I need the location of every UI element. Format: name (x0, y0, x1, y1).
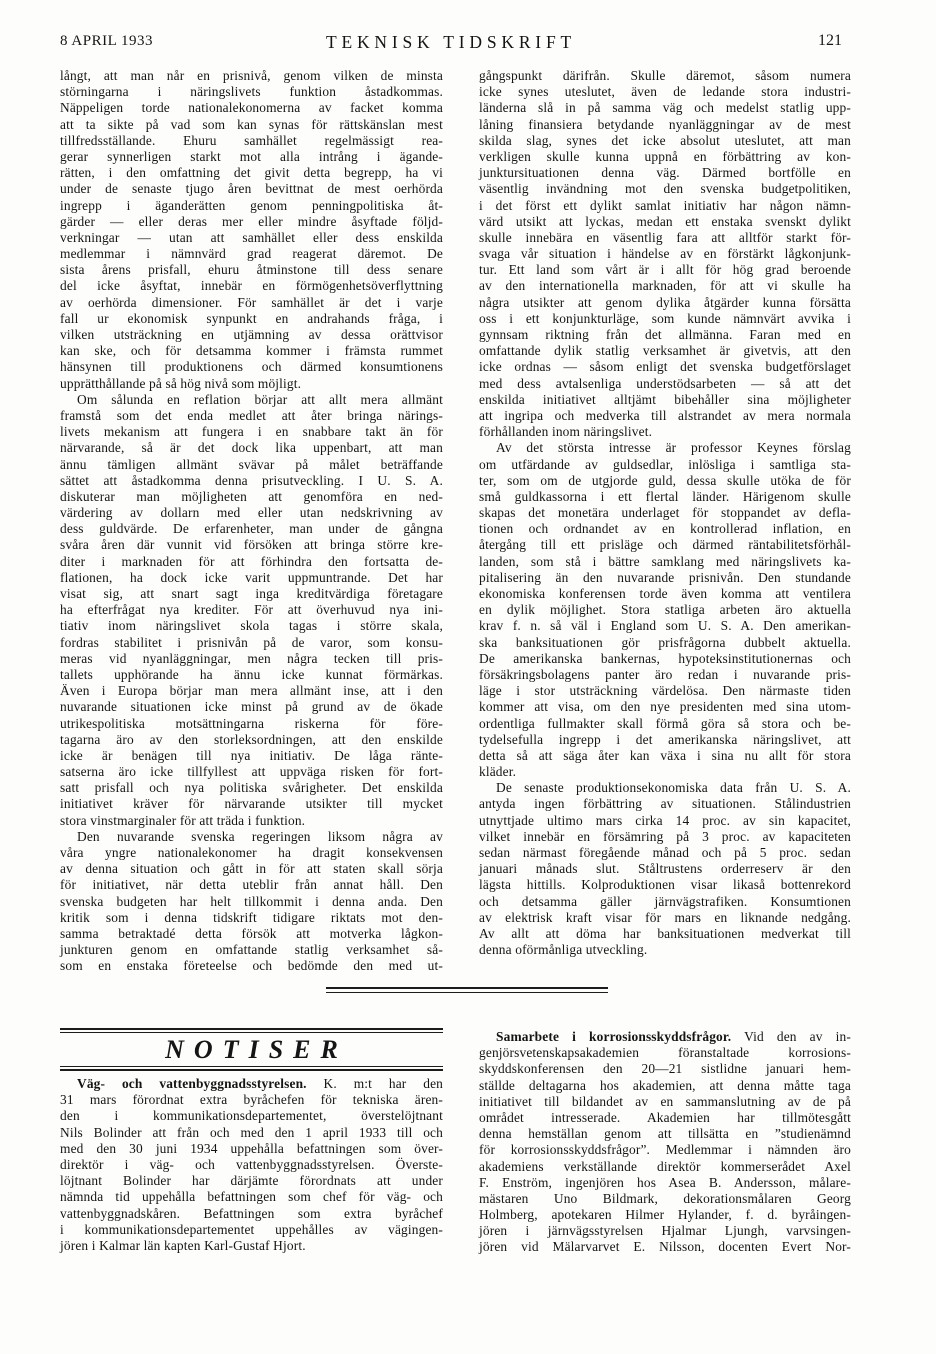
text-line: visat sig, att snart sagt inga kreditvärdiga företagare (60, 586, 443, 601)
paragraph (60, 392, 443, 829)
text-line: pitalisering än den nuvarande prisnivån. Den stundande (479, 569, 851, 585)
text-line: De amerikanska bankernas, hypoteksinstitutionernas och (479, 650, 851, 666)
text-line: upprätthållande på så hög nivå som möjligt. (60, 375, 302, 391)
text-line (60, 1076, 443, 1092)
text-line: icke synes uteslutet, även de ledande stora industri- (479, 84, 851, 100)
notiser-title: NOTISER (165, 1035, 348, 1064)
text-line: svaga vår situation i händelse av en förstärkt lågkonjunk- (479, 246, 851, 262)
text-line: verkningar — utan att samhället eller dess enskilda (60, 229, 443, 245)
text-line: verkligen skulle kunna uppnå en förbättring av kon- (479, 148, 851, 164)
text-line: skulle innebära en väsentlig fara att alltför starkt för- (479, 229, 851, 245)
notice-text: K. m:t har den (323, 1076, 444, 1091)
text-line: att ta sikte på vad som kan synas för rättskänslan mest (60, 116, 443, 132)
text-line: sättet att åstadkomma denna prisutveckling. I U. S. A. (60, 472, 443, 488)
text-line: ännu tämligen allmänt svävar på målet beträffande (60, 456, 443, 472)
text-line: om utfärdande av guldsedlar, inlösliga i samtliga sta- (479, 456, 851, 472)
text-line: De senaste produktionsekonomiska data från U. S. A. (496, 780, 851, 796)
notice-text: Vid den av in- (744, 1029, 851, 1044)
text-line: F. Enström, ingenjören hos Asea B. Andersson, målare- (479, 1174, 851, 1190)
text-line: kan ske, och för detsamma kommer i främsta rummet (60, 343, 443, 359)
text-line: utnyttjade ultimo mars cirka 14 proc. av sin kapacitet, (479, 812, 851, 828)
text-line: ordentliga fullmakter skall förmå göra så stora och be- (479, 715, 851, 731)
text-line: stora vinstmarginaler för att träda i funktion. (60, 812, 306, 828)
text-line: meras vid nyanläggningar, men några tecken till pris- (60, 650, 443, 666)
text-line: enskilda initiativet alltjämt bibehåller sina möjligheter (479, 391, 851, 407)
text-line: satserna äro icke tillfyllest att uppväga risken för fort- (60, 764, 443, 780)
text-line: försäkringsbolagens panter äro redan i nuvarande pris- (479, 666, 851, 682)
text-line: länderna slå in på samma väg och medelst statlig upp- (479, 100, 851, 116)
text-line: ska banksituationen gör prisfrågorna dubbelt aktuella. (479, 634, 851, 650)
text-line: skilda slag, synes det icke absolut uteslutet, att man (479, 132, 851, 148)
text-line: dess guldvärde. De erfarenheter, man under de gångna (60, 521, 443, 537)
text-line: ingrepp i äganderätten genom penningpolitiska åt- (60, 197, 443, 213)
notice-item (479, 1029, 851, 1256)
text-line: av denna situation och gått in för att staten skall sörja (60, 861, 443, 877)
text-line: ekonomiska konferensen torde även komma att ventilera (479, 586, 851, 601)
text-line: framstå som det enda medlet att åter bringa närings- (60, 407, 443, 423)
double-rule-bottom (60, 1066, 443, 1067)
text-line: kritik som i denna tidskrift tidigare riktats mot den- (60, 909, 443, 925)
text-line: omfattande dylik statlig verksamhet är givetvis, att den (479, 343, 851, 359)
text-line: nuvarande situationen icke minst på grund av de ökade (60, 699, 443, 715)
text-line: våra yngre nationalekonomer ha dragit konsekvensen (60, 845, 443, 860)
text-line: hänsynen till produktionens och därmed konsumtionens (60, 359, 443, 375)
text-line: närvarande, så är det dock lika uppenbart, att man (60, 440, 443, 456)
text-line: rätten, i den omfattning det givit detta begrepp, ha vi (60, 165, 443, 181)
text-line: samma betraktadé detta försök att motverka lågkon- (60, 925, 443, 941)
text-line: nämnda tid uppehålla befattningen som chef för väg- och (60, 1189, 443, 1205)
text-line: del icke åsyftat, innebär en förmögenhetsöverflyttning (60, 278, 443, 294)
text-line: under de senaste tjugo åren bevittnat de mest oerhörda (60, 181, 443, 197)
article-left-column (60, 68, 443, 975)
text-line: den i kommunikationsdepartementet, överstelöjtnant (60, 1108, 443, 1124)
article-right-column (479, 68, 851, 958)
text-line: Av allt att döma har banksituationen medverkat till (479, 925, 851, 941)
notice-heading: Väg- och vattenbyggnadsstyrelsen. (77, 1076, 307, 1091)
text-line: i kommunikationsdepartementet uppehålles av vägingen- (60, 1221, 443, 1237)
text-line: diskuterar man möjligheten att genomföra en ned- (60, 488, 443, 504)
text-line: kläder. (479, 764, 517, 780)
text-line: av den internationella marknaden, för att vi skulle ha (479, 278, 851, 294)
text-line: av elektrisk kraft visar för mars en liknande nedgång. (479, 909, 851, 925)
text-line: vilken utsträckning en utjämning av dessa orättvisor (60, 327, 443, 342)
text-line: denna hemställan genom att tillsätta en ”studienämnd (479, 1126, 851, 1142)
journal-title: TEKNISK TIDSKRIFT (326, 32, 576, 52)
text-line: mästaren Uno Bildmark, dekorationsmålaren Georg (479, 1190, 851, 1206)
text-line: satt prisfall och nya politiska svårigheter. Det enskilda (60, 780, 443, 796)
text-line: junkturen genom en omfattande statlig verksamhet så- (60, 942, 443, 958)
text-line: direktör i väg- och vattenbyggnadsstyrelsen. Överste- (60, 1156, 443, 1172)
text-line: detta så att säga åter kan växa i sina nu allt för stora (479, 747, 851, 763)
text-line: icke är benägen till nya initiativ. De låga ränte- (60, 747, 443, 763)
text-line: svåra åren där vunnit vid försöken att bringa större kre- (60, 537, 443, 553)
text-line: diter i marknaden för att förhindra den fortsatta de- (60, 553, 443, 569)
text-line: skapas det monetära underlaget för stoppandet av defla- (479, 505, 851, 521)
text-line: Även i Europa börjar man mera allmänt inse, att i den (60, 683, 443, 699)
text-line (479, 1029, 851, 1045)
text-line: som en enstaka företeelse och bedömde den med ut- (60, 958, 443, 974)
text-line: Holmberg, apotekaren Hilmer Hylander, f. d. byråingen- (479, 1207, 851, 1223)
text-line: för initiativet, när detta uteblir från annat håll. Den (60, 877, 443, 893)
text-line: sista årens prisfall, ehuru åtminstone till dess senare (60, 262, 443, 278)
text-line: väsentlig invändning mot den svenska budgetpolitiken, (479, 181, 851, 197)
text-line: medlemmar i nämnvärd grad reagerat däremot. De (60, 246, 443, 262)
double-rule-top (60, 1028, 443, 1030)
notice-heading: Samarbete i korrosionsskyddsfrågor. (496, 1029, 732, 1044)
header-date: 8 APRIL 1933 (60, 33, 153, 49)
text-line: lägsta hittills. Kolproduktionen visar likaså bottenrekord (479, 877, 851, 893)
text-line: initiativet kräver för närvarande utsikter till mycket (60, 796, 443, 812)
paragraph (60, 68, 443, 392)
text-line: Om sålunda en reflation börjar att allt mera allmänt (77, 391, 443, 407)
text-line: januari månads slut. Ståltrustens orderreserv är den (479, 861, 851, 877)
text-line: läge i stor utsträckning värdelösa. Den närmaste tiden (479, 683, 851, 699)
text-line: Den nuvarande svenska regeringen liksom några av (77, 828, 443, 844)
section-divider (326, 987, 608, 989)
text-line: kommer att visa, om den nye presidenten med sina utom- (479, 699, 851, 715)
text-line: skyddskonferensen den 20—21 sistlidne januari hem- (479, 1061, 851, 1077)
text-line: svenska budgeten har helt tillkommit i denna anda. Den (60, 893, 443, 909)
text-line: jören i Kalmar län kapten Karl-Gustaf Hjort. (60, 1237, 306, 1253)
paragraph (479, 780, 851, 958)
text-line: jören vid Mälarvarvet E. Nilsson, docenten Evert Nor- (479, 1239, 851, 1255)
text-line: återgång till ett prisläge och därmed räntabilitetsförhål- (479, 537, 851, 553)
section-divider (326, 992, 608, 993)
text-line: tydelsefulla ingrepp i det amerikanska näringslivet, att (479, 731, 851, 747)
text-line: störningarna i näringslivets funktion åstadkommas. (60, 84, 443, 100)
text-line: och detsamma gäller järnvägstrafiken. Konsumtionen (479, 893, 851, 909)
text-line: ter, som om de utgjorde guld, dessa skulle utöka de för (479, 472, 851, 488)
paragraph (60, 829, 443, 975)
page-number: 121 (818, 32, 842, 49)
text-line: med den 30 juni 1934 uppehålla befattningen som över- (60, 1140, 443, 1156)
text-line: tallets upphörande ha ännu icke kunnat förmärkas. (60, 666, 443, 682)
text-line: denna oförmånliga utveckling. (479, 942, 648, 958)
text-line: sedan närmast föregående månad och på 5 proc. sedan (479, 845, 851, 860)
text-line: livets mekanism att fungera i en snabbare takt än för (60, 424, 443, 440)
text-line: ställde deltagarna hos akademien, att denna måtte taga (479, 1077, 851, 1093)
text-line: löjtnant Bolinder har därjämte förordnats att under (60, 1173, 443, 1189)
text-line: förhållanden inom näringslivet. (479, 424, 653, 440)
text-line: Nils Bolinder att från och med den 1 april 1933 till och (60, 1124, 443, 1140)
text-line: några utsikter att genom dylika åtgärder kunna försätta (479, 294, 851, 310)
text-line: med dess avtalsenliga understödsarbeten — så att det (479, 375, 851, 391)
paragraph (479, 440, 851, 780)
text-line: flationen, ha dock icke varit uppmuntrande. Det har (60, 569, 443, 585)
text-line: gångspunkt därifrån. Skulle däremot, såsom numera (479, 68, 851, 83)
text-line: fall ur ekonomisk synpunkt en andrahands fråga, i (60, 310, 443, 326)
text-line: för korrosionsskyddsfrågor”. Medlemmar i nämnden äro (479, 1142, 851, 1158)
text-line: antyda ingen förbättring av situationen. Stålindustrien (479, 796, 851, 812)
text-line: 31 mars förordnat extra byråchefen för tekniska ären- (60, 1092, 443, 1108)
text-line: vilket innebär en försämring på 3 proc. av kapaciteten (479, 828, 851, 844)
text-line: utrikespolitiska motsättningarna riskerna för före- (60, 715, 443, 731)
text-line: akademiens verkställande direktör kommerserådet Axel (479, 1158, 851, 1174)
paragraph (479, 68, 851, 440)
text-line: initiativet till bildandet av en sammanslutning av de på (479, 1093, 851, 1109)
text-line: värdering av dollarn med eller utan nedskrivning av (60, 505, 443, 521)
text-line: junktursituationen denna väg. Därmed bortfölle en (479, 165, 851, 181)
text-line: Av det största intresse är professor Keynes förslag (496, 440, 851, 456)
text-line: en dylik möjlighet. Stora statliga arbeten äro aktuella (479, 602, 851, 618)
double-rule-top (60, 1032, 443, 1033)
text-line: landen, som stå i bättre samklang med näringslivets ka- (479, 553, 851, 569)
text-line: tiativ inom näringslivet skola tagas i större skala, (60, 618, 443, 634)
text-line: tionen och ordnandet av en kontrollerad inflation, en (479, 521, 851, 537)
double-rule-bottom (60, 1069, 443, 1071)
text-line: tagarna äro av den storleksordningen, att den enskilde (60, 731, 443, 747)
text-line: tur. Ett land som vårt är i allt för hög grad beroende (479, 262, 851, 278)
notice-item (60, 1076, 443, 1254)
text-line: icke ordnas — såsom enligt det svenska budgetförslaget (479, 359, 851, 375)
text-line: vattenbyggnadskåren. Befattningen som extra byråchef (60, 1205, 443, 1221)
text-line: området intresserade. Akademien har tillmötesgått (479, 1109, 851, 1125)
text-line: Näppeligen torde nationalekonomerna av facket komma (60, 100, 443, 116)
text-line: av oerhörda dimensioner. För samhället är det i varje (60, 294, 443, 310)
text-line: fordras stabilitet i prisnivån på de varor, som konsu- (60, 634, 443, 650)
text-line: långt, att man når en prisnivå, genom vilken de minsta (60, 68, 443, 83)
text-line: oss i ett konjunkturläge, som kunde nämnvärt avvika i (479, 310, 851, 326)
text-line: gerar synnerligen starkt mot alla intrång i ägande- (60, 148, 443, 164)
text-line: genjörsvetenskapsakademien föranstaltade korrosions- (479, 1045, 851, 1061)
text-line: att ingripa och medverka till alstrandet av mera normala (479, 407, 851, 423)
text-line: ha efterfrågat nya krediter. För att överhuvud nya ini- (60, 602, 443, 618)
text-line: krav f. n. så väl i England som U. S. A. Den amerikan- (479, 618, 851, 634)
text-line: gärder — eller deras mer eller mindre åsyftade följd- (60, 213, 443, 229)
text-line: små guldkassorna i ett flertal länder. Härigenom skulle (479, 488, 851, 504)
text-line: tillfredsställande. Ehuru samhället regelmässigt rea- (60, 132, 443, 148)
text-line: jören i järnvägsstyrelsen Hjalmar Ljungh, varvsingen- (479, 1223, 851, 1239)
text-line: låning finansiera betydande nyanläggningar av de mest (479, 116, 851, 132)
text-line: i det först ett dylikt samlat initiativ har någon nämn- (479, 197, 851, 213)
text-line: värd utsikt att lyckas, medan ett enstaka svenskt dylikt (479, 213, 851, 229)
text-line: gynnsam riktning från det allmänna. Faran med en (479, 327, 851, 342)
